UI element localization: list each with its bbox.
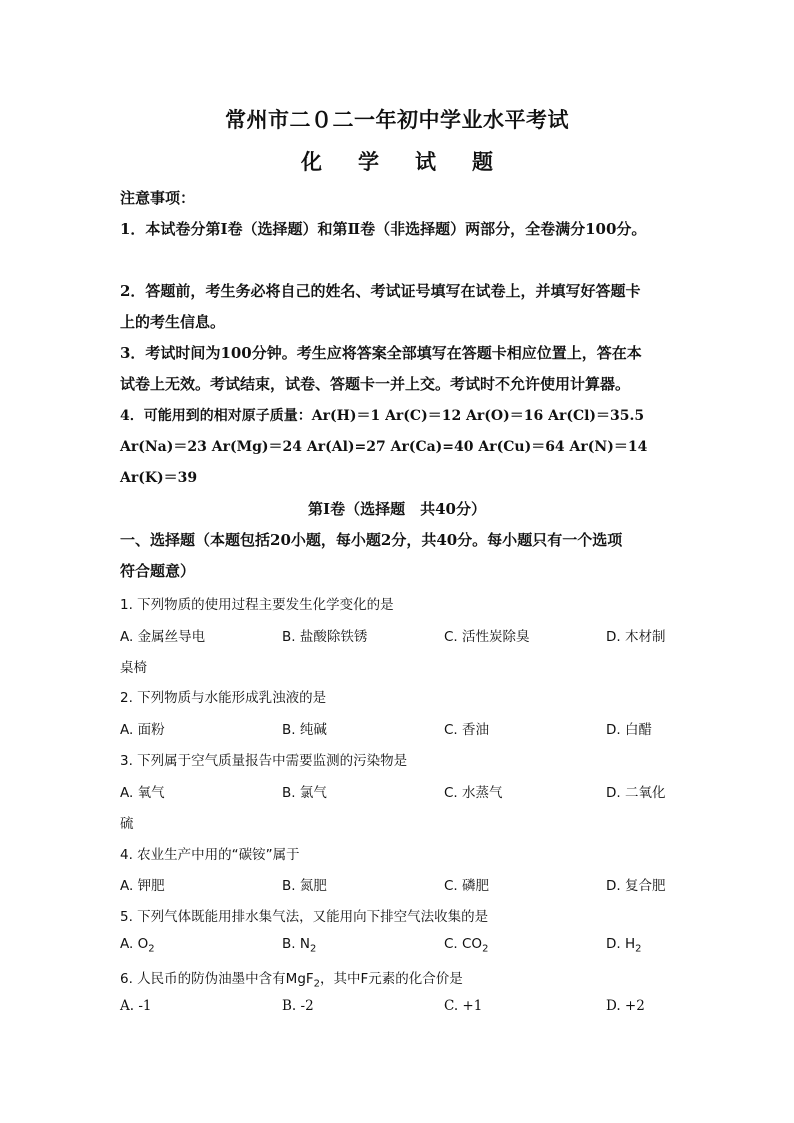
question-stem — [120, 967, 463, 990]
stem-text-post: ，其中F元素的化合价是 — [320, 971, 463, 987]
notice-item-2: 2．答题前，考生务必将自己的姓名、考试证号填写在试卷上，并填写好答题卡 — [120, 282, 641, 300]
subject-char: 学 — [358, 149, 379, 174]
section-desc-cont: 符合题意） — [120, 562, 196, 580]
option-d: D. 木材制 — [606, 629, 666, 645]
option-d: D. 二氧化 — [606, 785, 666, 801]
option-b: B. -2 — [282, 998, 314, 1014]
subscript: 2 — [313, 978, 321, 990]
option-b — [282, 936, 316, 955]
subscript: 2 — [148, 943, 155, 955]
option-a: A. 氧气 — [120, 785, 165, 801]
option-d — [606, 936, 642, 955]
notice-item-4: 4．可能用到的相对原子质量：Ar(H)＝1 Ar(C)＝12 Ar(O)＝16 Ar(Cl)＝35.5 — [120, 408, 645, 424]
option-b: B. 盐酸除铁锈 — [282, 629, 368, 645]
option-b: B. 氮肥 — [282, 878, 327, 894]
option-b-text: B. N — [282, 936, 310, 952]
option-c: C. 活性炭除臭 — [444, 629, 530, 645]
option-d: D. 白醋 — [606, 722, 652, 738]
question-stem: 3. 下列属于空气质量报告中需要监测的污染物是 — [120, 753, 408, 769]
question-stem: 2. 下列物质与水能形成乳浊液的是 — [120, 690, 327, 706]
option-a: A. 面粉 — [120, 722, 165, 738]
subscript: 2 — [482, 943, 489, 955]
notice-item-1: 1．本试卷分第Ⅰ卷（选择题）和第Ⅱ卷（非选择题）两部分，全卷满分100分。 — [120, 220, 647, 238]
notice-item-3: 3．考试时间为100分钟。考生应将答案全部填写在答题卡相应位置上，答在本 — [120, 344, 642, 362]
option-c — [444, 936, 488, 955]
subject-char: 试 — [415, 149, 436, 174]
option-d: D. +2 — [606, 998, 645, 1014]
option-c: C. 香油 — [444, 722, 490, 738]
subscript: 2 — [635, 943, 642, 955]
section-desc: 一、选择题（本题包括20小题，每小题2分，共40分。每小题只有一个选项 — [120, 531, 623, 549]
question-stem: 5. 下列气体既能用排水集气法，又能用向下排空气法收集的是 — [120, 909, 489, 925]
option-c: C. 磷肥 — [444, 878, 490, 894]
option-b: B. 氯气 — [282, 785, 327, 801]
notice-item-4-cont: Ar(Na)＝23 Ar(Mg)＝24 Ar(Al)=27 Ar(Ca)=40 Ar(Cu)＝64 Ar(N)＝14 — [120, 439, 648, 455]
exam-subject — [0, 146, 794, 176]
section-title: 第Ⅰ卷（选择题 共40分） — [308, 500, 486, 518]
option-d: D. 复合肥 — [606, 878, 666, 894]
option-c: C. 水蒸气 — [444, 785, 503, 801]
subject-char: 化 — [301, 149, 322, 174]
notice-item-4-cont2: Ar(K)＝39 — [120, 470, 198, 486]
option-wrap: 硫 — [120, 816, 134, 832]
option-a: A. -1 — [120, 998, 152, 1014]
option-d-text: D. H — [606, 936, 636, 952]
option-a: A. 金属丝导电 — [120, 629, 206, 645]
option-c: C. +1 — [444, 998, 483, 1014]
option-a-text: A. O — [120, 936, 149, 952]
option-a — [120, 936, 155, 955]
question-stem: 4. 农业生产中用的“碳铵”属于 — [120, 847, 300, 863]
notice-item-3-cont: 试卷上无效。考试结束，试卷、答题卡一并上交。考试时不允许使用计算器。 — [120, 375, 631, 393]
subject-char: 题 — [472, 149, 493, 174]
option-b: B. 纯碱 — [282, 722, 327, 738]
question-stem: 1. 下列物质的使用过程主要发生化学变化的是 — [120, 597, 394, 613]
stem-text: 6. 人民币的防伪油墨中含有MgF — [120, 971, 314, 987]
option-a: A. 钾肥 — [120, 878, 165, 894]
option-c-text: C. CO — [444, 936, 483, 952]
option-wrap: 桌椅 — [120, 660, 147, 676]
exam-title: 常州市二０二一年初中学业水平考试 — [225, 107, 569, 132]
notice-heading: 注意事项： — [120, 189, 196, 207]
notice-item-2-cont: 上的考生信息。 — [120, 313, 226, 331]
subscript: 2 — [309, 943, 317, 955]
